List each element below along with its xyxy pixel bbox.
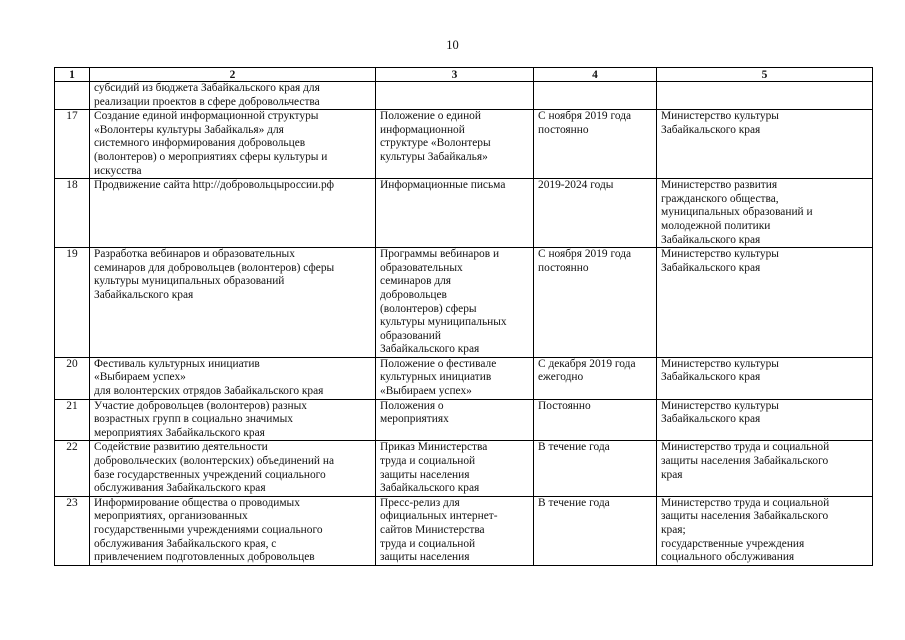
cell-line: Положение о единой — [380, 110, 481, 123]
cell-line: добровольцев — [380, 288, 447, 301]
cell-line: Министерство труда и социальной — [661, 496, 830, 509]
cell-line: государственными учреждениями социального — [94, 524, 323, 536]
cell-line: Положение о фестивале — [380, 357, 497, 370]
table-row — [55, 496, 873, 565]
document-cell — [376, 82, 534, 110]
document-cell — [376, 110, 534, 179]
responsible-cell — [657, 179, 873, 248]
row-number: 21 — [55, 399, 90, 441]
cell-line: Забайкальского края — [380, 343, 480, 356]
measure-cell — [90, 82, 376, 110]
cell-line: Постоянно — [538, 399, 591, 412]
cell-line: муниципальных образований и — [661, 206, 813, 219]
row-number: 17 — [55, 110, 90, 179]
cell-line: Министерство труда и социальной — [661, 441, 830, 454]
cell-line: защиты населения Забайкальского — [661, 455, 829, 468]
cell-line: гражданского общества, — [661, 192, 779, 205]
cell-line: семинаров для добровольцев (волонтеров) сферы — [94, 261, 335, 274]
cell-line: постоянно — [538, 123, 589, 136]
row-number: 19 — [55, 248, 90, 358]
cell-line: Программы вебинаров и — [380, 248, 500, 261]
cell-line: защиты населения — [380, 551, 470, 564]
cell-line: Забайкальского края — [661, 233, 761, 246]
cell-line: государственные учреждения — [661, 537, 805, 550]
table-row — [55, 357, 873, 399]
cell-line: для волонтерских отрядов Забайкальского края — [94, 385, 324, 398]
measure-cell — [90, 179, 376, 248]
document-cell — [376, 179, 534, 248]
table-row — [55, 82, 873, 110]
row-number: 23 — [55, 496, 90, 565]
cell-line: В течение года — [538, 496, 610, 509]
cell-line: добровольческих (волонтерских) объединений на — [94, 455, 335, 468]
measure-cell — [90, 496, 376, 565]
deadline-cell — [534, 110, 657, 179]
cell-line: структуре «Волонтеры — [380, 137, 491, 150]
measure-cell — [90, 357, 376, 399]
deadline-cell — [534, 82, 657, 110]
responsible-cell — [657, 496, 873, 565]
cell-line: Разработка вебинаров и образовательных — [94, 248, 295, 261]
deadline-cell — [534, 441, 657, 496]
deadline-cell — [534, 357, 657, 399]
responsible-cell — [657, 110, 873, 179]
document-cell — [376, 357, 534, 399]
cell-line: возрастных групп в социально значимых — [94, 413, 293, 426]
measure-cell — [90, 110, 376, 179]
cell-line: привлечением подготовленных добровольцев — [94, 551, 315, 564]
cell-line: (волонтеров) сферы — [380, 302, 477, 315]
deadline-cell — [534, 248, 657, 358]
row-number: 22 — [55, 441, 90, 496]
table-row — [55, 179, 873, 248]
cell-line: Пресс-релиз для — [380, 496, 460, 509]
cell-line: Министерство культуры — [661, 248, 779, 261]
cell-line: сайтов Министерства — [380, 524, 485, 536]
cell-line: труда и социальной — [380, 455, 476, 468]
cell-line: Информирование общества о проводимых — [94, 496, 300, 509]
cell-line: Министерство культуры — [661, 399, 779, 412]
row-number — [55, 82, 90, 110]
cell-line: Создание единой информационной структуры — [94, 110, 319, 123]
cell-line: В течение года — [538, 441, 610, 454]
cell-line: Забайкальского края — [661, 371, 761, 384]
cell-line: Участие добровольцев (волонтеров) разных — [94, 399, 307, 412]
document-cell — [376, 496, 534, 565]
action-plan-table — [54, 67, 873, 566]
responsible-cell — [657, 82, 873, 110]
cell-line: Приказ Министерства — [380, 441, 488, 454]
cell-line: защиты населения Забайкальского — [661, 510, 829, 523]
cell-line: Содействие развитию деятельности — [94, 441, 268, 454]
table-row — [55, 110, 873, 179]
header-col-1: 1 — [55, 68, 90, 82]
cell-line: Забайкальского края — [94, 288, 194, 301]
cell-line: Информационные письма — [380, 179, 506, 192]
cell-line: культурных инициатив — [380, 371, 492, 384]
cell-line: защиты населения — [380, 468, 470, 481]
cell-line: культуры Забайкалья» — [380, 150, 488, 163]
document-cell — [376, 441, 534, 496]
cell-line: С ноября 2019 года — [538, 248, 632, 261]
header-col-2: 2 — [90, 68, 376, 82]
responsible-cell — [657, 248, 873, 358]
cell-line: ежегодно — [538, 371, 584, 384]
row-number: 18 — [55, 179, 90, 248]
cell-line: субсидий из бюджета Забайкальского края для — [94, 82, 320, 94]
cell-line: Министерство культуры — [661, 357, 779, 370]
measure-cell — [90, 399, 376, 441]
table-body — [55, 82, 873, 566]
table-row — [55, 399, 873, 441]
header-row — [55, 68, 873, 82]
deadline-cell — [534, 399, 657, 441]
cell-line: Забайкальского края — [380, 482, 480, 495]
cell-line: Забайкальского края — [661, 123, 761, 136]
measure-cell — [90, 248, 376, 358]
cell-line: базе государственных учреждений социального — [94, 468, 326, 481]
cell-line: «Волонтеры культуры Забайкалья» для — [94, 123, 284, 136]
cell-line: постоянно — [538, 261, 589, 274]
cell-line: обслуживания Забайкальского края — [94, 482, 266, 495]
cell-line: «Выбираем успех» — [94, 371, 186, 384]
cell-line: системного информирования добровольцев — [94, 137, 306, 150]
cell-line: молодежной политики — [661, 219, 771, 232]
cell-line: обслуживания Забайкальского края, с — [94, 537, 277, 550]
cell-line: (волонтеров) о мероприятиях сферы культуры и — [94, 150, 328, 163]
document-cell — [376, 248, 534, 358]
cell-line: С декабря 2019 года — [538, 357, 636, 370]
cell-line: Положения о — [380, 399, 444, 412]
cell-line: Продвижение сайта http://добровольцыроссии.рф — [94, 179, 335, 192]
document-cell — [376, 399, 534, 441]
cell-line: Министерство развития — [661, 179, 778, 192]
cell-line: культуры муниципальных образований — [94, 275, 285, 288]
cell-line: Забайкальского края — [661, 261, 761, 274]
responsible-cell — [657, 399, 873, 441]
responsible-cell — [657, 441, 873, 496]
cell-line: «Выбираем успех» — [380, 385, 472, 398]
header-col-3: 3 — [376, 68, 534, 82]
header-col-4: 4 — [534, 68, 657, 82]
cell-line: мероприятиях, организованных — [94, 510, 248, 523]
cell-line: труда и социальной — [380, 537, 476, 550]
cell-line: социального обслуживания — [661, 551, 795, 564]
cell-line: реализации проектов в сфере добровольчества — [94, 95, 320, 108]
cell-line: культуры муниципальных — [380, 316, 507, 329]
table-row — [55, 441, 873, 496]
header-col-5: 5 — [657, 68, 873, 82]
deadline-cell — [534, 496, 657, 565]
cell-line: С ноября 2019 года — [538, 110, 632, 123]
cell-line: Министерство культуры — [661, 110, 779, 123]
responsible-cell — [657, 357, 873, 399]
cell-line: мероприятиях — [380, 413, 449, 426]
measure-cell — [90, 441, 376, 496]
cell-line: края — [661, 468, 683, 481]
deadline-cell — [534, 179, 657, 248]
page-number: 10 — [446, 38, 459, 52]
cell-line: информационной — [380, 123, 465, 136]
table-row — [55, 248, 873, 358]
cell-line: мероприятиях Забайкальского края — [94, 426, 265, 439]
cell-line: официальных интернет- — [380, 510, 498, 523]
cell-line: Забайкальского края — [661, 413, 761, 426]
cell-line: 2019-2024 годы — [538, 179, 614, 192]
cell-line: образований — [380, 329, 441, 342]
cell-line: края; — [661, 524, 686, 536]
cell-line: семинаров для — [380, 275, 452, 288]
row-number: 20 — [55, 357, 90, 399]
cell-line: образовательных — [380, 261, 463, 274]
cell-line: искусства — [94, 164, 142, 177]
cell-line: Фестиваль культурных инициатив — [94, 357, 260, 370]
